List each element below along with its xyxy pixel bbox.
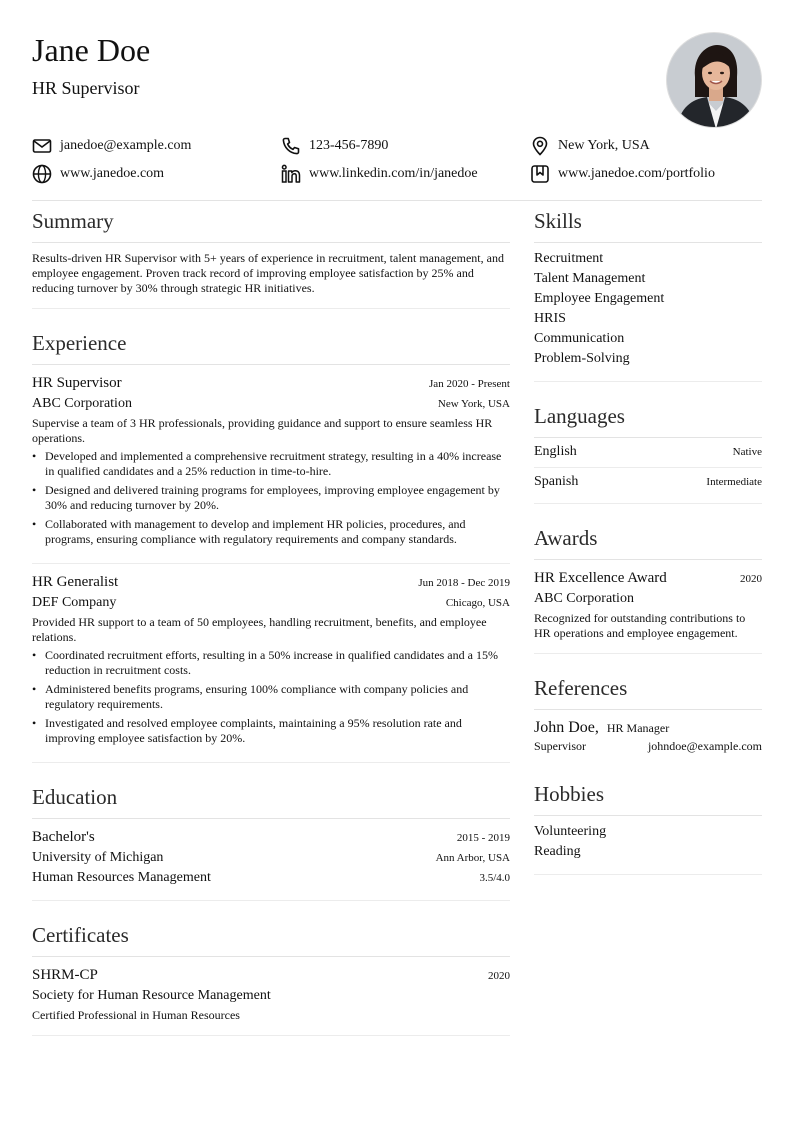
degree: Bachelor's [32, 829, 95, 845]
language-level: Native [732, 446, 762, 458]
right-column [534, 201, 762, 875]
experience-entry [32, 365, 510, 563]
school: University of Michigan [32, 850, 164, 865]
contact-website[interactable] [32, 162, 164, 186]
reference-email[interactable]: johndoe@example.com [647, 739, 762, 753]
hobbies-section [534, 774, 762, 875]
skill-item: Talent Management [534, 271, 646, 286]
left-column [32, 201, 510, 1036]
email-text: janedoe@example.com [60, 138, 192, 153]
hobby-item: Reading [534, 844, 581, 859]
education-section [32, 777, 510, 901]
skills-heading: Skills [534, 201, 762, 243]
hobby-item: Volunteering [534, 824, 607, 839]
location-text: New York, USA [558, 138, 650, 153]
award-entry [534, 560, 762, 653]
candidate-title: HR Supervisor [32, 78, 140, 98]
certificate-name: SHRM-CP [32, 967, 98, 983]
experience-heading: Experience [32, 323, 510, 365]
skill-item: HRIS [534, 311, 566, 326]
language-row [534, 468, 762, 503]
hobbies-list [534, 816, 762, 874]
awards-section [534, 518, 762, 654]
languages-heading: Languages [534, 396, 762, 438]
language-row [534, 438, 762, 468]
linkedin-icon [281, 164, 301, 184]
skill-item: Employee Engagement [534, 291, 665, 306]
globe-icon [32, 164, 52, 184]
award-org: ABC Corporation [534, 591, 634, 606]
award-name: HR Excellence Award [534, 570, 667, 586]
job-location: Chicago, USA [445, 597, 510, 609]
reference-role: HR Manager [606, 721, 670, 735]
education-entry [32, 819, 510, 900]
phone-icon [281, 136, 301, 156]
experience-section [32, 323, 510, 763]
job-role: HR Generalist [32, 574, 119, 590]
job-company: ABC Corporation [32, 396, 132, 411]
linkedin-text: www.linkedin.com/in/janedoe [309, 166, 478, 181]
portfolio-icon [530, 164, 550, 184]
skill-item: Communication [534, 331, 625, 346]
location-pin-icon [530, 136, 550, 156]
job-company: DEF Company [32, 595, 117, 610]
school-location: Ann Arbor, USA [435, 852, 510, 864]
job-dates: Jan 2020 - Present [429, 378, 510, 390]
languages-section [534, 396, 762, 504]
education-dates: 2015 - 2019 [456, 832, 510, 844]
portfolio-text: www.janedoe.com/portfolio [558, 166, 715, 181]
skill-item: Problem-Solving [534, 351, 630, 366]
references-section [534, 668, 762, 766]
contact-phone[interactable] [281, 134, 388, 158]
contact-linkedin[interactable] [281, 162, 478, 186]
language-name: Spanish [534, 474, 579, 489]
summary-section [32, 201, 510, 309]
certificates-section [32, 915, 510, 1036]
skills-section [534, 201, 762, 382]
job-description: Provided HR support to a team of 50 employees, handling recruitment, benefits, and employee relations. [32, 615, 487, 644]
field-of-study: Human Resources Management [32, 870, 211, 885]
skill-item: Recruitment [534, 251, 604, 266]
language-level: Intermediate [706, 476, 762, 488]
summary-heading: Summary [32, 201, 510, 243]
contact-portfolio[interactable] [530, 162, 715, 186]
certificate-year: 2020 [488, 970, 510, 982]
certificate-entry [32, 957, 510, 1035]
reference-relation: Supervisor [534, 739, 586, 753]
profile-photo [666, 32, 762, 128]
hobbies-heading: Hobbies [534, 774, 762, 816]
experience-entry [32, 563, 510, 762]
summary-text: Results-driven HR Supervisor with 5+ years of experience in recruitment, talent management, and employee engagement. Proven track record of improving employee satisfaction by 25% and reducing turnover by 30% through strategic HR initiatives. [32, 251, 504, 295]
profile-photo-image [667, 33, 762, 128]
award-description: Recognized for outstanding contributions to HR operations and employee engagement. [534, 611, 746, 640]
references-heading: References [534, 668, 762, 710]
job-bullet: • Investigated and resolved employee complaints, maintaining a 95% resolution rate and improving employee satisfaction by 20%. [45, 716, 510, 746]
certificate-description: Certified Professional in Human Resources [32, 1008, 240, 1022]
certificates-heading: Certificates [32, 915, 510, 957]
job-bullets [32, 449, 510, 547]
job-dates: Jun 2018 - Dec 2019 [418, 577, 510, 589]
certificate-issuer: Society for Human Resource Management [32, 988, 271, 1003]
job-bullet: • Developed and implemented a comprehensive recruitment strategy, resulting in a 40% increase in qualified candidates and a 25% reduction in time-to-hire. [45, 449, 510, 479]
job-bullet: • Collaborated with management to develop and implement HR policies, procedures, and programs, ensuring compliance with regulatory requirements and company standards. [45, 517, 510, 547]
job-role: HR Supervisor [32, 375, 122, 391]
website-text: www.janedoe.com [60, 166, 165, 181]
language-name: English [534, 444, 577, 459]
phone-text: 123-456-7890 [309, 138, 389, 153]
job-bullet: • Coordinated recruitment efforts, resulting in a 50% increase in qualified candidates and a 15% reduction in recruitment costs. [45, 648, 510, 678]
job-bullet: • Designed and delivered training programs for employees, improving employee engagement by 30% and reducing turnover by 20%. [45, 483, 510, 513]
awards-heading: Awards [534, 518, 762, 560]
gpa: 3.5/4.0 [479, 872, 510, 884]
skills-list [534, 243, 762, 381]
reference-name: John Doe, [534, 719, 599, 736]
contact-location [530, 134, 650, 158]
job-location: New York, USA [437, 398, 510, 410]
candidate-name: Jane Doe [32, 32, 151, 68]
job-description: Supervise a team of 3 HR professionals, providing guidance and support to ensure seamless HR operations. [32, 416, 493, 445]
job-bullets [32, 648, 510, 746]
mail-icon [32, 136, 52, 156]
education-heading: Education [32, 777, 510, 819]
award-year: 2020 [740, 573, 762, 585]
reference-entry [534, 710, 762, 766]
contact-email[interactable] [32, 134, 191, 158]
job-bullet: • Administered benefits programs, ensuring 100% compliance with company policies and regulatory requirements. [45, 682, 510, 712]
